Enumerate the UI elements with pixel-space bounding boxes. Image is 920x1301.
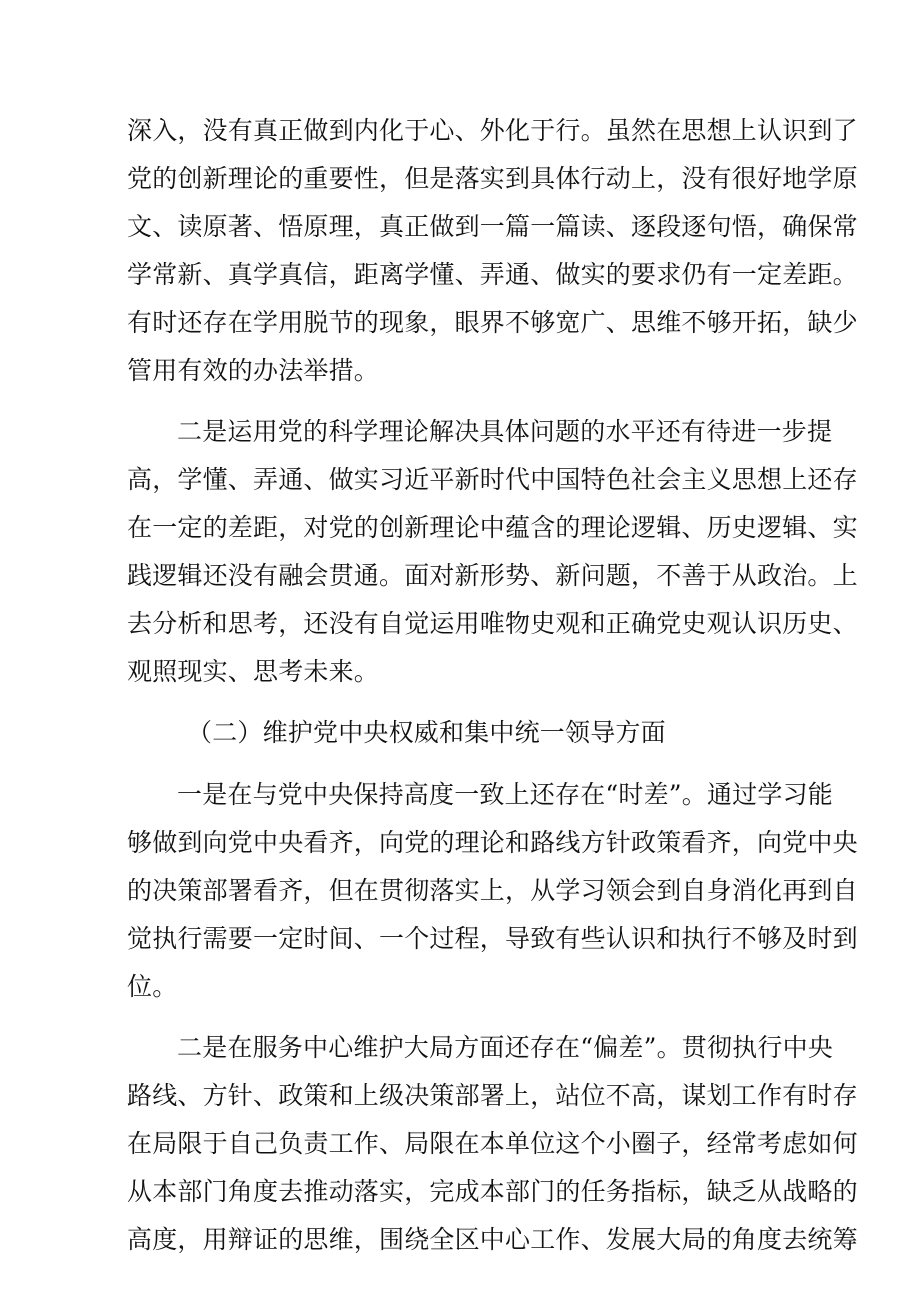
paragraph-line: 党的创新理论的重要性，但是落实到具体行动上，没有很好地学原 (127, 164, 858, 193)
paragraph-line: 在局限于自己负责工作、局限在本单位这个小圈子，经常考虑如何 (127, 1129, 858, 1158)
paragraph-line: 有时还存在学用脱节的现象，眼界不够宽广、思维不够开拓，缺少 (127, 308, 858, 337)
paragraph-first-line: 二是在服务中心维护大局方面还存在“偏差”。贯彻执行中央 (177, 1033, 833, 1062)
paragraph-line: 践逻辑还没有融会贯通。面对新形势、新问题，不善于从政治。上 (127, 561, 858, 590)
paragraph-line: 够做到向党中央看齐，向党的理论和路线方针政策看齐，向党中央 (127, 828, 858, 857)
paragraph-line: 深入，没有真正做到内化于心、外化于行。虽然在思想上认识到了 (127, 116, 858, 145)
paragraph-line: 位。 (127, 972, 178, 1001)
paragraph-line: 高，学懂、弄通、做实习近平新时代中国特色社会主义思想上还存 (127, 465, 858, 494)
paragraph-line: 去分析和思考，还没有自觉运用唯物史观和正确党史观认识历史、 (127, 609, 858, 638)
section-heading: （二）维护党中央权威和集中统一领导方面 (187, 718, 666, 747)
paragraph-line: 文、读原著、悟原理，真正做到一篇一篇读、逐段逐句悟，确保常 (127, 212, 858, 241)
paragraph-line: 路线、方针、政策和上级决策部署上，站位不高，谋划工作有时存 (127, 1081, 858, 1110)
paragraph-line: 在一定的差距，对党的创新理论中蕴含的理论逻辑、历史逻辑、实 (127, 513, 858, 542)
paragraph-first-line: 一是在与党中央保持高度一致上还存在“时差”。通过学习能 (177, 780, 833, 809)
paragraph-line: 觉执行需要一定时间、一个过程，导致有些认识和执行不够及时到 (127, 924, 858, 953)
paragraph-line: 高度，用辩证的思维，围绕全区中心工作、发展大局的角度去统筹 (127, 1225, 858, 1254)
paragraph-line: 从本部门角度去推动落实，完成本部门的任务指标，缺乏从战略的 (127, 1177, 858, 1206)
paragraph-line: 的决策部署看齐，但在贯彻落实上，从学习领会到自身消化再到自 (127, 876, 858, 905)
paragraph-line: 观照现实、思考未来。 (127, 657, 380, 686)
paragraph-first-line: 二是运用党的科学理论解决具体问题的水平还有待进一步提 (177, 417, 833, 446)
paragraph-line: 学常新、真学真信，距离学懂、弄通、做实的要求仍有一定差距。 (127, 260, 858, 289)
paragraph-line: 管用有效的办法举措。 (127, 356, 380, 385)
